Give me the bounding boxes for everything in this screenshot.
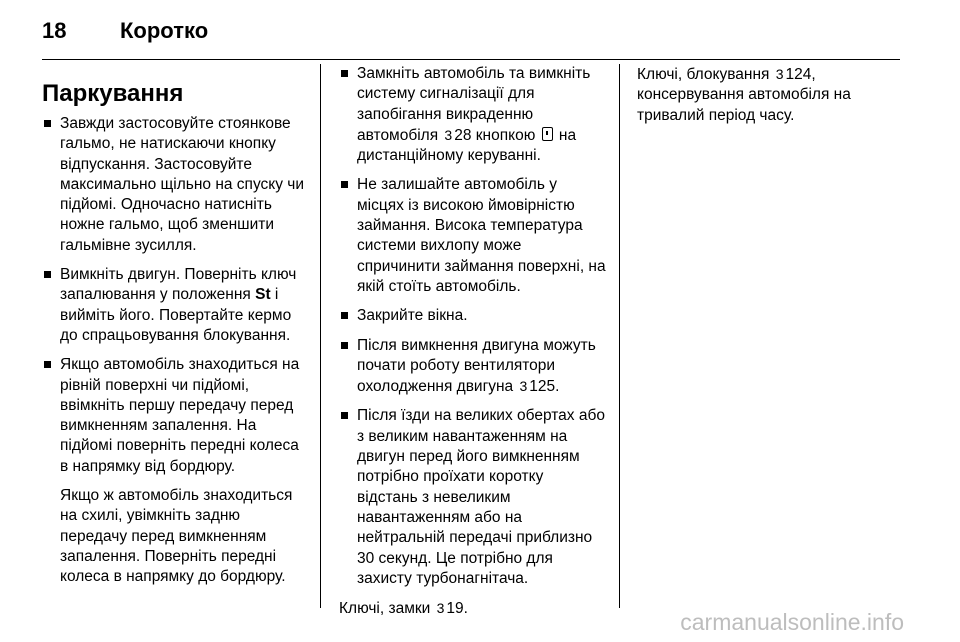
list-item: Завжди застосовуйте стоянкове гальмо, не натискаючи кнопку відпускання. Застосовуйте максимально щільно на спуску чи підйомі. Одночасно натисніть ножне гальмо, щоб зменшити гальмівне зусилля. — [42, 114, 308, 256]
column-1 — [42, 80, 308, 588]
section-title: Коротко — [120, 18, 209, 43]
list-item — [42, 265, 308, 346]
list-item: Закрийте вікна. — [339, 306, 607, 326]
closing-paragraph — [339, 598, 607, 619]
page-reference-arrow-icon: 3 — [519, 378, 528, 395]
watermark: carmanualsonline.info — [680, 609, 904, 635]
text-run: . — [463, 600, 468, 618]
page-reference[interactable]: 19 — [446, 600, 464, 618]
list-item — [42, 355, 308, 587]
page-reference[interactable]: 28 — [454, 126, 472, 144]
ignition-position-label: St — [255, 286, 271, 304]
text-run: , консервування автомобіля на тривалий період часу. — [637, 66, 851, 124]
page-reference[interactable]: 124 — [785, 66, 812, 83]
text-run: Якщо автомобіль знаходиться на рівній поверхні чи підйомі, ввімкніть першу передачу перед вимкненням запалення. На підйомі поверніть передні колеса в напрямку від бордюру. — [60, 356, 300, 475]
list-item: Після їзди на великих обертах або з великим навантаженням на двигун перед його вимкненням потрібно проїхати коротку відстань з невеликим навантаженням або на нейтральній передачі приблизно 30 секунд. Це потрібно для захисту турбонагнітача. — [339, 406, 607, 589]
header-rule — [42, 59, 900, 60]
text-run: Ключі, блокування — [637, 66, 774, 83]
page-reference-arrow-icon: 3 — [436, 600, 445, 617]
text-run: Після вимкнення двигуна можуть почати роботу вентилятори охолодження двигуна — [357, 336, 596, 396]
page-reference[interactable]: 125 — [529, 378, 556, 396]
section-heading: Паркування — [42, 80, 184, 107]
column-2 — [339, 64, 607, 619]
bullet-list — [42, 114, 308, 588]
sub-paragraph: Якщо ж автомобіль знаходиться на схилі, увімкніть задню передачу перед вимкненням запалення. Поверніть передні колеса в напрямку до бордюру. — [60, 487, 293, 586]
column-divider — [619, 64, 620, 608]
lock-key-icon — [542, 127, 553, 141]
text-run: і вийміть його. Повертайте кермо до спрацьовування блокування. — [60, 286, 292, 344]
text-run: Замкніть автомобіль та вимкніть систему сигналізації для запобігання викраденню автомобіля — [357, 65, 591, 144]
list-item — [339, 64, 607, 166]
list-item — [339, 336, 607, 398]
text-run: на дистанційному керуванні. — [357, 126, 577, 165]
bullet-list — [339, 64, 607, 589]
page-reference-arrow-icon: 3 — [444, 126, 453, 143]
text-run: Вимкніть двигун. Поверніть ключ запалювання у положення — [60, 266, 297, 304]
column-divider — [320, 64, 321, 608]
text-run: Ключі, замки — [339, 600, 435, 618]
page-reference-arrow-icon: 3 — [775, 66, 784, 82]
text-run: кнопкою — [471, 126, 540, 144]
text-run: . — [555, 378, 560, 396]
list-item: Не залишайте автомобіль у місцях із високою ймовірністю займання. Висока температура системи вихлопу може спричинити займання поверхні, на якій стоїть автомобіль. — [339, 175, 607, 297]
column-3 — [637, 64, 899, 126]
paragraph — [637, 64, 899, 126]
page-number: 18 — [42, 18, 67, 43]
